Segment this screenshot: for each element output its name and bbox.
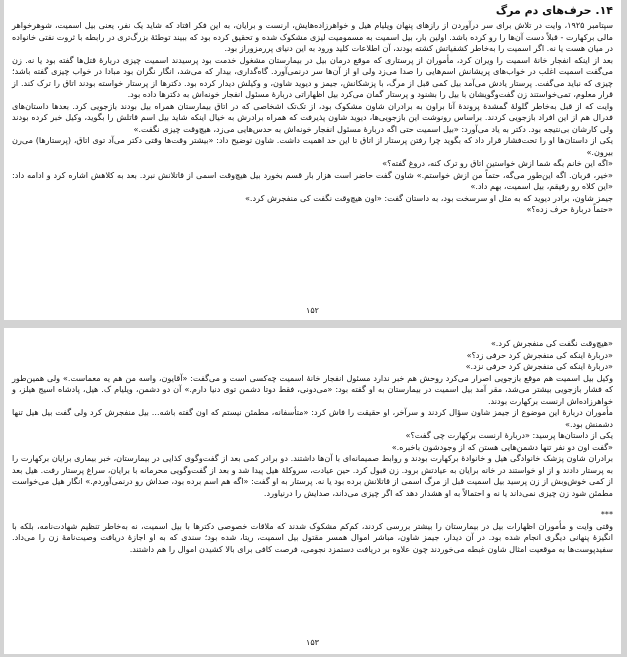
paragraph: «اگه این خانم بگه شما ازش خواستین اتاق رو ترک کنه، دروغ گفته؟» <box>382 158 613 168</box>
chapter-heading: ۱۴. حرف‌های دم مرگ <box>495 4 613 17</box>
paragraph: وقتی وایت و مأموران اظهارات بیل در بیمارستان را بیشتر بررسی کردند، کم‌کم مشکوک شدند که ملاقات خصوصی دکترها با بیل اسمیت، نه به‌خاطر تنظیم شهادت‌نامه، بلکه با انگیزهٔ پنهانی دیگری انجام شده بود. در آن دیدار، جیمز شاون، مباشر اموال همسر مقتول بیل اسمیت، ریتا، شده بود؛ سندی که به او اجازهٔ دریافت وصیت‌نامهٔ زن را می‌داد. سفیدپوست‌ها به موقعیت امثال شاون غبطه می‌خوردند چون علاوه بر دریافت دستمزد نجومی، فرصت کافی برای بالا کشیدن اموال را هم داشتند. <box>12 520 613 554</box>
book-page-153 <box>4 328 621 654</box>
page-number: ۱۵۳ <box>306 638 319 647</box>
book-page-152 <box>4 0 621 320</box>
paragraph: یکی از داستان‌ها پرسید: «دربارهٔ ارنست برکهارت چی گفت؟» <box>405 430 613 440</box>
paragraph: «دربارهٔ اینکه کی منفجرش کرد حرفی زد؟» <box>466 349 613 360</box>
paragraph: وکیل بیل اسمیت هم موقع بازجویی اصرار می‌کرد روحش هم خبر ندارد مسئول انفجار خانهٔ اسمیت چه‌کسی است و می‌گفت: «آقایون، واسه من هم یه معماست.» ولی همین‌طور که فشار بازجویی بیشتر می‌شد، مقر آمد بیل اسمیت در بیمارستان به او گفته بود: «می‌دونی، فقط دوتا دشمن توی دنیا دارم.» آن دو دشمن، ویلیام ک. هیل، پادشاه اسیج هیلز، و خواهرزاده‌اش ارنست برکهارت بودند. <box>12 372 613 406</box>
paragraph: «خیر، قربان. اگه این‌طور می‌گه، حتماً من ازش خواستم.» شاون گفت حاضر است هزار بار قسم بخورد بیل هیچ‌وقت اسمی از قاتلانش نبرد. بعد به کلاهش اشاره کرد و ادامه داد: «این کلاه رو رفیقم، بیل اسمیت، بهم داد.» <box>12 169 613 191</box>
page-number: ۱۵۲ <box>306 306 319 315</box>
paragraph: «هیچ‌وقت نگفت کی منفجرش کرد.» <box>490 338 613 348</box>
paragraph: «گفت اون دو نفر تنها دشمن‌هایی هستن که از وجودشون باخبره.» <box>391 441 613 452</box>
paragraph: «حتماً دربارهٔ حرف زده؟» <box>526 204 613 214</box>
paragraph: برادران شاون پزشک خانوادگی هیل و خانوادهٔ برکهارت بودند و روابط صمیمانه‌ای با آن‌ها داشتند. دو برادر کمی بعد از گفت‌وگوی کذایی در بیمارستان، خبر بیماری برایان برکهارت را به پرستار دادند و از او خواستند در خانه برایان به عیادتش برود. زن قبول کرد. حین عیادت، سروکلهٔ هیل پیدا شد و بعد از گفت‌وگویی محرمانه با برایان، سراغ پرستار رفت. هیل بعد از کمی خوش‌وبش از زن پرسید بیل اسمیت قبل از مرگ اسمی از قاتلانش برده بود یا نه. پرستار به او گفت: «اگه هم اسم برده بود، صداش رو درنمی‌آوردم.» انگار هیل می‌خواست مطمئن شود زن چیزی نمی‌داند یا نه و احتمالاً به او هشدار دهد که اگر چیزی می‌داند، صدایش را درنیاورد. <box>12 453 613 498</box>
section-separator: *** <box>600 509 613 519</box>
paragraph: یکی از داستان‌ها او را تحت‌فشار قرار داد که بگوید چرا رفتن پرستار از اتاق تا این حد اهمیت داشت. شاون توضیح داد: «بیشتر وقت‌ها وقتی دکتر می‌آد توی اتاق، (پرستارها) می‌رن بیرون.» <box>12 135 613 157</box>
paragraph: جیمز شاون، برادر دیوید که به مثل او سرسخت بود، به داستان گفت: «اون هیچ‌وقت نگفت کی منفجرش کرد.» <box>244 192 613 203</box>
paragraph: سپتامبر ۱۹۲۵، وایت در تلاش برای سر درآوردن از رازهای پنهان ویلیام هیل و خواهرزاده‌هایش، ارنست و برایان، به این فکر افتاد که شاید یک نفر، یعنی بیل اسمیت، شوهرخواهر مالی برکهارت - قبلاً دست آن‌ها را رو کرده باشد. اولین بار، بیل اسمیت به مسمومیت لیزی مشکوک شده و تحقیق کرده بود که ببیند توطئهٔ بزرگ‌تری در رابطه با ثروت نفتی خانواده در میان هست یا نه. اگر اسمیت را به‌خاطر کشفیاتش کشته بودند، آن اطلاعات کلید ورود به این دنیای پررمزوراز بود. <box>12 20 613 53</box>
paragraph: وایت که از قبل به‌خاطر گلولهٔ گمشدهٔ پروندهٔ آنا براون به برادران شاون مشکوک بود، از تک‌تک اشخاصی که در اتاق بیمارستان همراه بیل بودند بازجویی کرد. بعدها داستان‌های فدرال هم از این افراد بازجویی کردند. براساس رونوشت این بازجویی‌ها، دیوید شاون پذیرفت که همراه برادرش به خیال اینکه شاید بیل اسم قاتلش را بگوید، وکیل خبر کرده بودند ولی کارشان بی‌نتیجه بود. دکتر به یاد می‌آورد: «بیل اسمیت حتی اگه دربارهٔ مسئول انفجار خونه‌اش به حدس‌هایی می‌زد، هیچ‌وقت چیزی نگفت.» <box>12 100 613 134</box>
paragraph: بعد از اینکه انفجار خانهٔ اسمیت را ویران کرد، مأموران از پرستاری که موقع درمان بیل در بیمارستان مشغول خدمت بود پرسیدند اسمیت چیزی دربارهٔ قتل‌ها گفته بود یا نه. زن می‌گفت اسمیت اغلب در خواب‌های پریشانش اسم‌هایی را صدا می‌زد ولی او از آن‌ها سر درنمی‌آورد. گاه‌گداری، بیدار که می‌شد، انگار نگران بود مبادا در خواب چیزی گفته باشد؛ چیزی که نباید می‌گفت. پرستار یادش می‌آمد بیل کمی قبل از مرگ، با پزشکانش، جیمز و دیوید شاون، و وکیلش دیدار کرده بود. دکترها از پرستار خواسته بودند اتاق را ترک کند. از قرار معلوم، تمی‌خواستند زن گفت‌وگویشان با بیل را بشنود و پرستار گمان می‌کرد بیل اظهاراتی دربارهٔ مسئول انفجار خونه‌اش به دکترها داده بود. <box>12 54 613 99</box>
paragraph: «دربارهٔ اینکه کی منفجرش کرد حرفی نزد.» <box>465 361 613 371</box>
page-153-body <box>12 328 613 555</box>
paragraph: مأموران دربارهٔ این موضوع از جیمز شاون سؤال کردند و سرآخر، او حقیقت را فاش کرد: «متأسفانه، مطمئن نیستم که اون گفته باشه... بیل منفجرش کرد ولی گفت بیل هیل تنها دشمنش بود.» <box>12 407 613 429</box>
page-152-body <box>12 20 613 216</box>
